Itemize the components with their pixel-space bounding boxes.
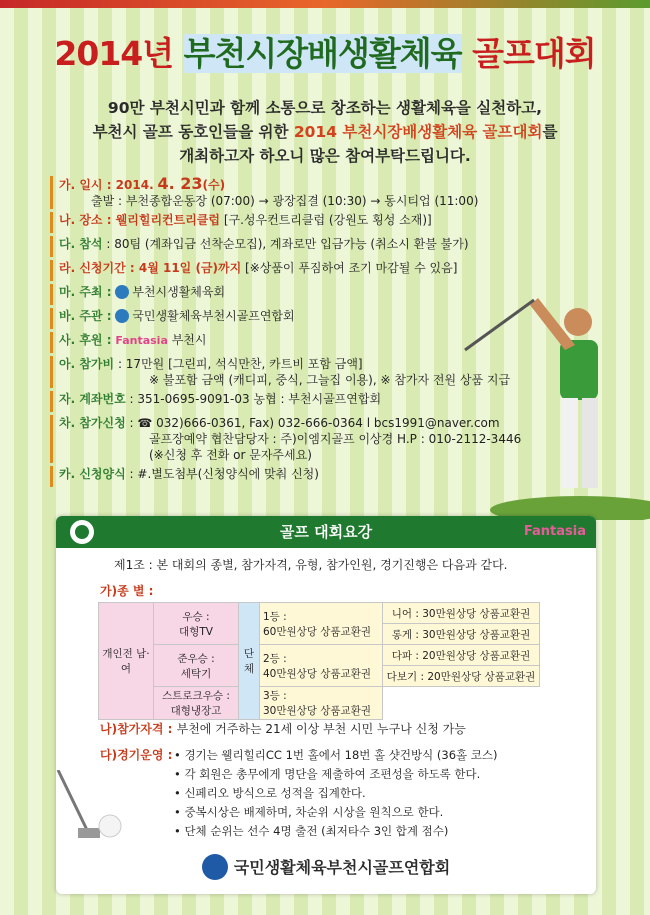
- footer-organizer: 국민생활체육부천시골프연합회: [56, 854, 596, 880]
- team-rank-3: 3등 : 30만원상당 상품교환권: [260, 687, 383, 720]
- info-account: 자. 계좌번호 : 351-0695-9091-03 농협 : 부천시골프연합회: [50, 391, 570, 412]
- team-rank-1: 1등 : 60만원상당 상품교환권: [260, 603, 383, 645]
- info-participants: 다. 참석 : 80팀 (계좌입금 선착순모집), 계좌로만 입금가능 (취소시 환불 불가): [50, 236, 570, 257]
- panel-header: [56, 516, 596, 548]
- apply-contact: 골프장예약 협찬담당자 : 주)이엠지골프 이상경 H.P : 010-2112-3446: [149, 432, 522, 446]
- rule-item: • 단체 순위는 선수 4명 출전 (최저타수 3인 합계 점수): [174, 824, 449, 838]
- indiv-prize-2: 준우승 : 세탁기: [154, 645, 239, 687]
- individual-label: 개인전 남·여: [99, 603, 154, 720]
- info-fee: 아. 참가비 : 17만원 [그린피, 석식만찬, 카트비 포함 금액] ※ 불포함 금액 (캐디피, 중식, 그늘집 이용), ※ 참가자 전원 상품 지급: [50, 356, 570, 388]
- operation-rules: [174, 746, 497, 841]
- rule-item: • 각 회원은 총무에게 명단을 제출하여 조편성을 하도록 한다.: [174, 767, 481, 781]
- section-operation-label: 다)경기운영 :: [100, 748, 173, 762]
- rule-item: • 중복시상은 배제하며, 차순위 시상을 원칙으로 한다.: [174, 805, 444, 819]
- prize-table: [98, 602, 540, 720]
- fantasia-logo: Fantasia: [523, 524, 586, 539]
- info-organizer: 바. 주관 : 국민생활체육부천시골프연합회: [50, 308, 570, 329]
- host-emblem-icon: [115, 285, 129, 299]
- tournament-rules-panel: [56, 516, 596, 894]
- info-apply: 차. 참가신청 : ☎ 032)666-0361, Fax) 032-666-0364 l bcs1991@naver.com 골프장예약 협찬담당자 : 주)이엠지골프 이상경 H.P : 010-2112-3446 (※신청 후 전화 or 문자주세요): [50, 415, 570, 463]
- title-year: 2014년: [54, 34, 174, 73]
- intro-line-1: 90만 부천시민과 함께 소통으로 창조하는 생활체육을 실천하고,: [107, 99, 543, 117]
- poster-title: [0, 28, 650, 75]
- intro-highlight: 2014 부천시장배생활체육 골프대회: [293, 123, 543, 141]
- fee-note: ※ 불포함 금액 (캐디피, 중식, 그늘집 이용), ※ 참가자 전원 상품 지급: [149, 373, 511, 387]
- panel-title: 골프 대회요강: [279, 523, 373, 541]
- federation-emblem-icon: [70, 520, 94, 544]
- federation-emblem-icon: [202, 854, 228, 880]
- extra-prize-4: 다보기 : 20만원상당 상품교환권: [383, 666, 540, 687]
- article-1: 제1조 : 본 대회의 종별, 참가자격, 유형, 참가인원, 경기진행은 다음과 같다.: [114, 558, 508, 572]
- indiv-prize-3: 스트로크우승 : 대형냉장고: [154, 687, 239, 720]
- rule-item: • 신페리오 방식으로 성적을 집계한다.: [174, 786, 366, 800]
- extra-prize-2: 롱게 : 30만원상당 상품교환권: [383, 624, 540, 645]
- title-main: 부천시장배생활체육: [183, 34, 462, 73]
- info-period: 라. 신청기간 : 4월 11일 (금)까지 [※상품이 푸짐하여 조기 마감될 수 있음]: [50, 260, 570, 281]
- golfer-illustration: [460, 270, 650, 520]
- rule-item: • 경기는 웰리힐리CC 1번 홀에서 18번 홀 샷건방식 (36홀 코스): [174, 748, 498, 762]
- section-eligibility: 나)참가자격 : 부천에 거주하는 21세 이상 부천 시민 누구나 신청 가능: [100, 722, 466, 736]
- info-host: 마. 주최 : 부천시생활체육회: [50, 284, 570, 305]
- extra-prize-3: 다파 : 20만원상당 상품교환권: [383, 645, 540, 666]
- intro-text: [40, 96, 610, 168]
- fantasia-logo: Fantasia: [115, 334, 168, 347]
- apply-note: (※신청 후 전화 or 문자주세요): [149, 448, 312, 462]
- title-suffix: 골프대회: [472, 34, 596, 73]
- info-sponsor: 사. 후원 : Fantasia 부천시: [50, 332, 570, 353]
- extra-prize-1: 니어 : 30만원상당 상품교환권: [383, 603, 540, 624]
- departure-schedule: 출발 : 부천종합운동장 (07:00) → 광장집결 (10:30) → 동시티업 (11:00): [91, 194, 479, 208]
- team-rank-2: 2등 : 40만원상당 상품교환권: [260, 645, 383, 687]
- info-form: 카. 신청양식 : #.별도첨부(신청양식에 맞춰 신청): [50, 466, 570, 487]
- golf-ball-illustration: [48, 770, 128, 860]
- organizer-emblem-icon: [115, 309, 129, 323]
- top-color-bar: [0, 0, 650, 8]
- section-category-label: 가)종 별 :: [100, 584, 154, 598]
- intro-line-3: 개최하고자 하오니 많은 참여부탁드립니다.: [179, 147, 471, 165]
- intro-line-2: 부천시 골프 동호인들을 위한 2014 부천시장배생활체육 골프대회를: [92, 123, 558, 141]
- date-highlight: 4. 23: [157, 174, 203, 193]
- team-label: 단체: [239, 603, 260, 720]
- info-date: 가. 일시 : 2014. 4. 23(수) 출발 : 부천종합운동장 (07:00) → 광장집결 (10:30) → 동시티업 (11:00): [50, 176, 570, 209]
- info-place: 나. 장소 : 웰리힐리컨트리클럽 [구.성우컨트리클럽 (강원도 횡성 소재)]: [50, 212, 570, 233]
- indiv-prize-1: 우승 : 대형TV: [154, 603, 239, 645]
